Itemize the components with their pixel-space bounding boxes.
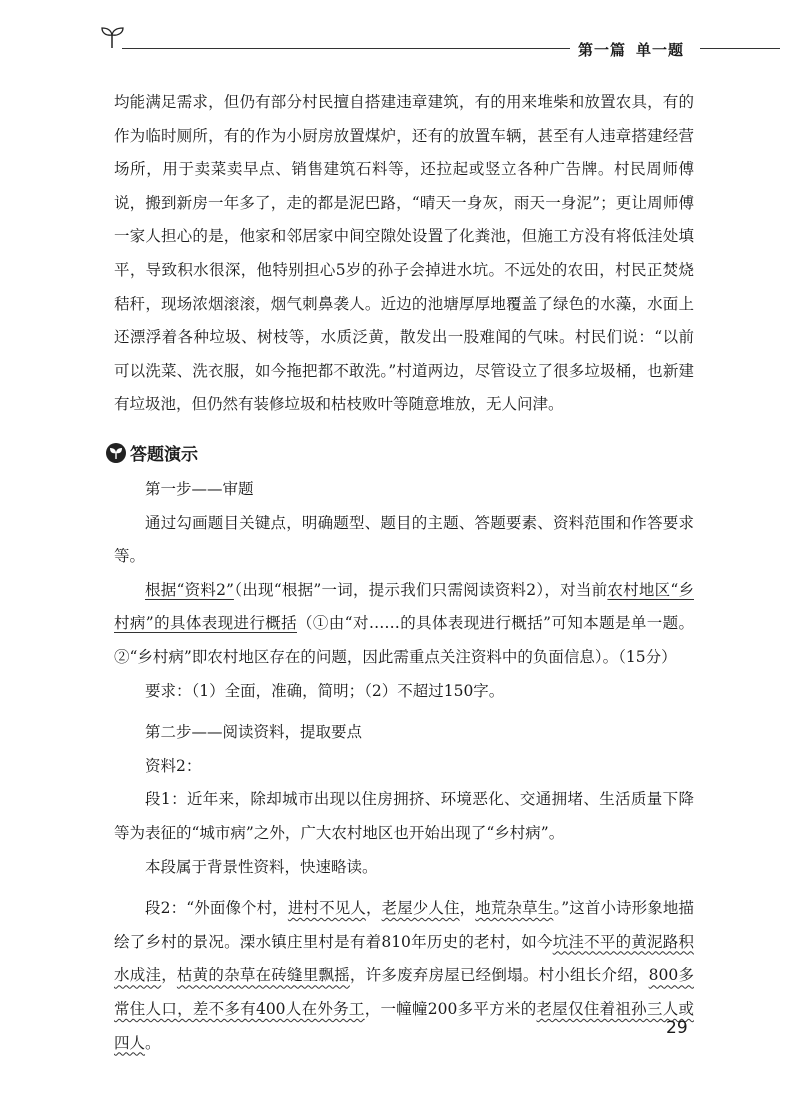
- chapter-part: 第一篇: [578, 41, 627, 59]
- step1-requirement: 要求：（1）全面，准确，简明；（2）不超过150字。: [145, 681, 505, 700]
- para1-note: 本段属于背景性资料，快速略读。: [145, 857, 378, 876]
- key-phrase: 坑洼不平的黄泥路积水成洼: [114, 932, 694, 985]
- header-rule-right: [700, 48, 780, 49]
- key-phrase: 800多常住人口，差不多有400人在外务工: [114, 966, 694, 1018]
- chapter-title: [578, 39, 684, 60]
- continued-paragraph: 均能满足需求，但仍有部分村民擅自搭建违章建筑，有的用来堆柴和放置农具，有的作为临时厕所，有的作为小厨房放置煤炉，还有的放置车辆，甚至有人违章搭建经营场所，用于卖菜卖早点、销售建筑石料等，还拉起或竖立各种广告牌。村民周师傅说，搬到新房一年多了，走的都是泥巴路，“晴天一身灰，雨天一身泥”；更让周师傅一家人担心的是，他家和邻居家中间空隙处设置了化粪池，但施工方没有将低洼处填平，导致积水很深，他特别担心5岁的孙子会掉进水坑。不远处的农田，村民正焚烧秸秆，现场浓烟滚滚，烟气刺鼻袭人。近边的池塘厚厚地覆盖了绿色的水藻，水面上还漂浮着各种垃圾、树枝等，水质泛黄，散发出一股难闻的气味。村民们说：“以前可以洗菜、洗衣服，如今拖把都不敢洗。”村道两边，尽管设立了很多垃圾桶，也新建有垃圾池，但仍然有装修垃圾和枯枝败叶等随意堆放，无人问津。: [114, 93, 694, 414]
- chapter-name: 单一题: [636, 41, 685, 59]
- page-number: 29: [666, 1018, 688, 1038]
- material-para-2: 段2：“外面像个村，进村不见人，老屋少人住，地荒杂草生。”这首小诗形象地描绘了乡村的景况。溧水镇庄里村是有着810年历史的老村，如今坑洼不平的黄泥路积水成洼，枯黄的杂草在砖缝里飘摇，许多废弃房屋已经倒塌。村小组长介绍，800多常住人口，差不多有400人在外务工，一幢幢200多平方米的老屋仅住着祖孙三人或四人。: [114, 899, 694, 1052]
- material-label: 资料2：: [145, 756, 202, 775]
- sprout-badge-icon: [106, 443, 126, 463]
- key-phrase: 老屋仅住着祖孙三人或四人: [114, 999, 694, 1052]
- key-phrase: 枯黄的杂草在砖缝里飘摇: [176, 966, 350, 985]
- key-point-source: 根据“资料2”: [145, 580, 234, 599]
- step1-heading: 第一步——审题: [145, 480, 254, 498]
- material-continuation: [114, 86, 694, 422]
- material-para-1: 段1：近年来，除却城市出现以住房拥挤、环境恶化、交通拥堵、生活质量下降等为表征的“城市病”之外，广大农村地区也开始出现了“乡村病”。: [114, 790, 694, 842]
- key-point-task: 农村地区“乡村病”的具体表现进行概括: [114, 580, 694, 633]
- section-heading: [106, 440, 694, 465]
- step1-analysis: 根据“资料2”（出现“根据”一词，提示我们只需阅读资料2），对当前农村地区“乡村病”的具体表现进行概括（①由“对……的具体表现进行概括”可知本题是单一题。②“乡村病”即农村地区存在的问题，因此需重点关注资料中的负面信息）。（15分）: [114, 580, 694, 666]
- key-phrase: 地荒杂草生: [475, 899, 554, 918]
- key-phrase: 老屋少人住: [381, 899, 460, 918]
- step2-heading: 第二步——阅读资料，提取要点: [145, 723, 363, 742]
- section-title: 答题演示: [130, 445, 198, 465]
- page-header: [100, 24, 780, 64]
- header-rule-left: [122, 48, 570, 49]
- sprout-icon: [100, 24, 126, 50]
- key-phrase: 进村不见人: [287, 899, 366, 918]
- step1-intro: 通过勾画题目关键点，明确题型、题目的主题、答题要素、资料范围和作答要求等。: [114, 513, 694, 566]
- answer-demo-section: [114, 440, 694, 1060]
